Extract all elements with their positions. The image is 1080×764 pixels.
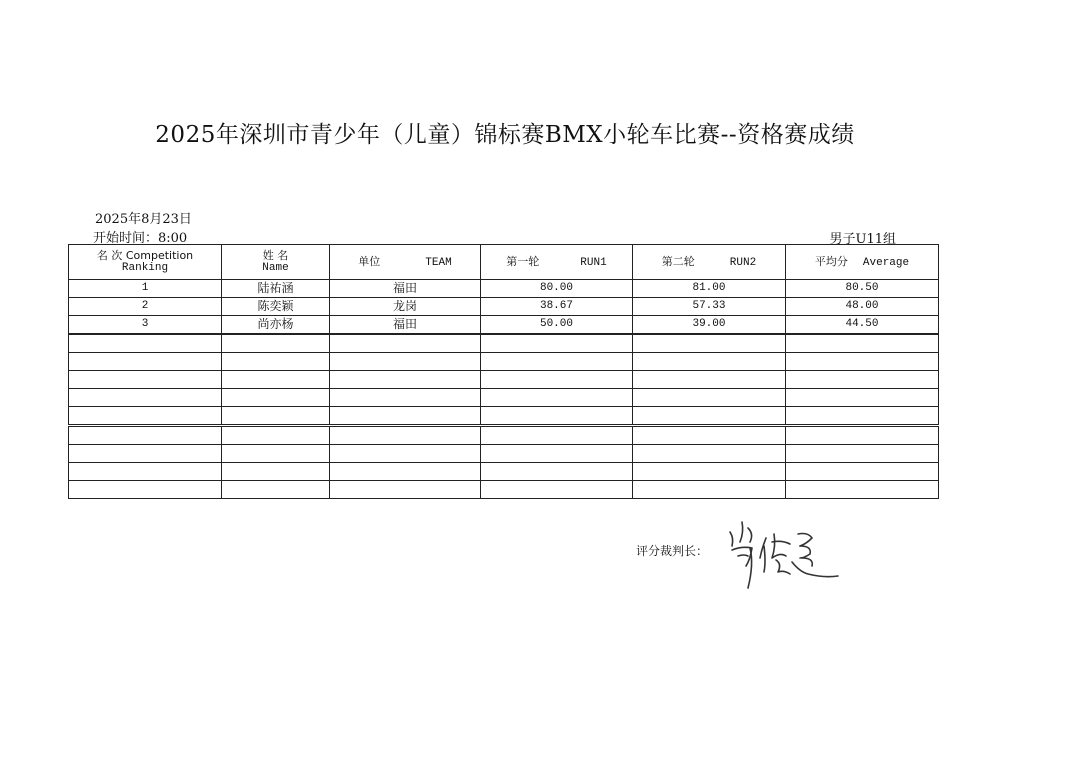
empty-row	[69, 426, 939, 445]
team-cell: 福田	[330, 316, 481, 335]
empty-row	[69, 334, 939, 353]
empty-row	[69, 389, 939, 407]
signature-icon	[720, 512, 845, 594]
header-run2-cn: 第二轮	[661, 254, 695, 268]
page-title: 2025年深圳市青少年（儿童）锦标赛BMX小轮车比赛--资格赛成绩	[155, 122, 855, 148]
name-cell: 陈奕颖	[222, 298, 330, 316]
run2-cell: 39.00	[633, 316, 786, 335]
table-row	[69, 316, 939, 335]
header-run2	[633, 245, 786, 280]
run1-cell: 80.00	[481, 280, 633, 298]
empty-row	[69, 407, 939, 426]
rank-cell: 2	[69, 298, 222, 316]
average-cell: 80.50	[786, 280, 939, 298]
chief-judge-label: 评分裁判长：	[636, 544, 709, 558]
rank-cell: 3	[69, 316, 222, 335]
table-row	[69, 280, 939, 298]
header-rank-line1: 名 次 Competition	[96, 249, 194, 262]
name-cell: 陆祐涵	[222, 280, 330, 298]
empty-row	[69, 445, 939, 463]
run2-cell: 81.00	[633, 280, 786, 298]
header-run1-cn: 第一轮	[506, 254, 540, 268]
header-team-cn: 单位	[358, 254, 381, 268]
table-header-row	[69, 245, 939, 280]
run1-cell: 38.67	[481, 298, 633, 316]
rank-cell: 1	[69, 280, 222, 298]
team-cell: 龙岗	[330, 298, 481, 316]
results-table	[68, 244, 939, 499]
header-average-cn: 平均分	[814, 254, 848, 268]
team-cell: 福田	[330, 280, 481, 298]
header-run1	[481, 245, 633, 280]
header-rank	[69, 245, 222, 280]
header-team-en: TEAM	[425, 256, 452, 269]
run2-cell: 57.33	[633, 298, 786, 316]
empty-row	[69, 371, 939, 389]
header-name	[222, 245, 330, 280]
average-cell: 48.00	[786, 298, 939, 316]
header-team	[330, 245, 481, 280]
empty-row	[69, 463, 939, 481]
run1-cell: 50.00	[481, 316, 633, 335]
empty-row	[69, 481, 939, 499]
competition-date: 2025年8月23日	[95, 212, 192, 227]
group-label: 男子U11组	[829, 232, 896, 247]
header-run2-en: RUN2	[729, 256, 757, 269]
name-cell: 尚亦杨	[222, 316, 330, 335]
average-cell: 44.50	[786, 316, 939, 335]
start-time: 开始时间：8:00	[93, 231, 188, 246]
header-average-en: Average	[862, 256, 910, 269]
header-average	[786, 245, 939, 280]
header-name-line2: Name	[262, 262, 289, 274]
header-name-line1: 姓 名	[262, 249, 289, 262]
empty-row	[69, 353, 939, 371]
header-rank-line2: Ranking	[121, 262, 169, 274]
header-run1-en: RUN1	[580, 256, 607, 269]
table-row	[69, 298, 939, 316]
